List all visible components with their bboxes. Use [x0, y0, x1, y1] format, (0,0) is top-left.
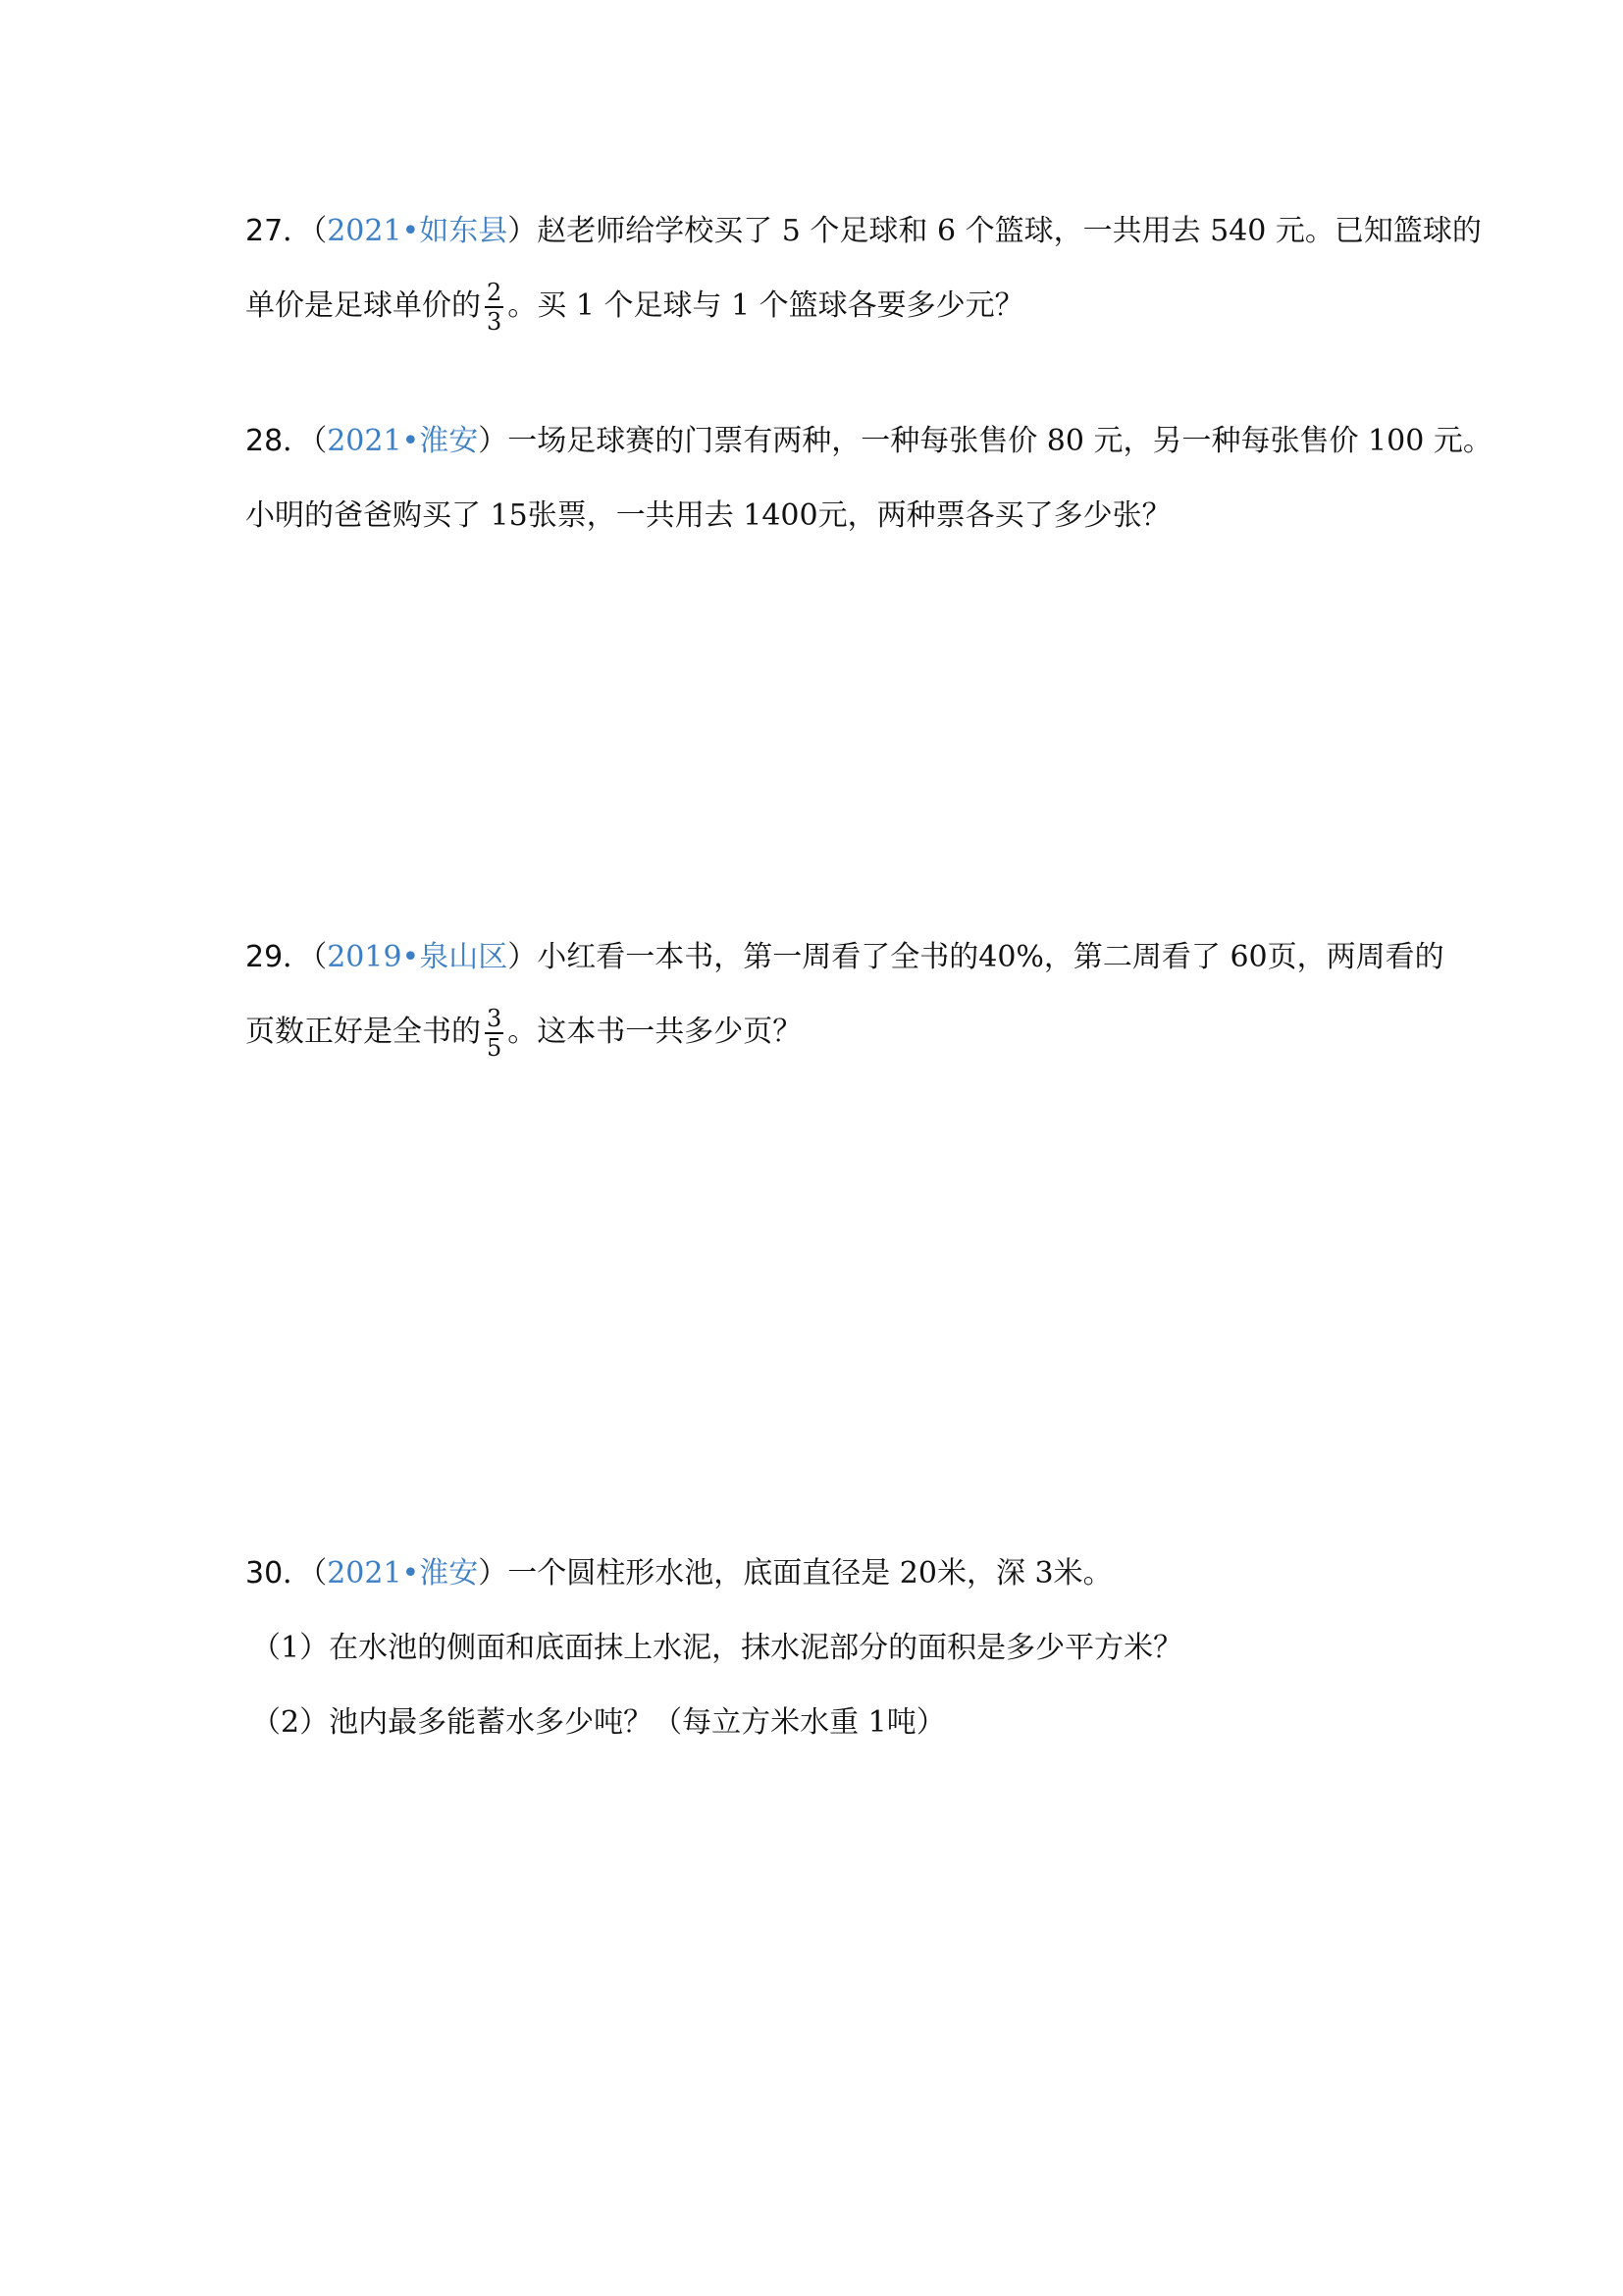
source-year: 2019	[327, 940, 402, 974]
question-number: 27．	[245, 214, 313, 248]
source-separator: •	[401, 940, 420, 974]
question-30-line-1	[245, 1537, 1403, 1611]
source-separator: •	[401, 214, 420, 248]
question-number: 28．	[245, 424, 313, 458]
source-place: 淮安	[419, 424, 479, 458]
fraction-numerator: 2	[487, 279, 502, 306]
source-year: 2021	[327, 424, 402, 458]
question-number: 29．	[245, 940, 313, 974]
fraction-numerator: 3	[487, 1005, 502, 1032]
source-place: 泉山区	[419, 940, 508, 974]
fraction	[485, 1005, 503, 1062]
source-place: 淮安	[419, 1556, 479, 1591]
source-year: 2021	[327, 1556, 402, 1591]
question-27	[245, 194, 1482, 343]
question-28	[245, 404, 1492, 553]
question-text: 。这本书一共多少页？	[507, 1015, 803, 1049]
source-tag: （2019•泉山区）	[312, 940, 538, 974]
fraction-denominator: 5	[487, 1034, 502, 1062]
question-text: 单价是足球单价的	[245, 288, 481, 323]
fraction	[485, 279, 503, 336]
source-tag: （2021•如东县）	[312, 214, 538, 248]
source-tag: （2021•淮安）	[312, 424, 508, 458]
question-text: 一个圆柱形水池，底面直径是 20米，深 3米。	[507, 1556, 1113, 1591]
question-28-line-1	[245, 404, 1492, 479]
question-text: 小红看一本书，第一周看了全书的40%，第二周看了 60页，两周看的	[537, 940, 1444, 974]
fraction-denominator: 3	[487, 308, 502, 336]
question-29-line-1	[245, 920, 1444, 995]
question-number: 30．	[245, 1556, 313, 1591]
source-year: 2021	[327, 214, 402, 248]
question-text: 赵老师给学校买了 5 个足球和 6 个篮球，一共用去 540 元。已知篮球的	[537, 214, 1482, 248]
question-29	[245, 920, 1444, 1070]
question-text: 一场足球赛的门票有两种，一种每张售价 80 元，另一种每张售价 100 元。	[507, 424, 1492, 458]
question-text: 。买 1 个足球与 1 个篮球各要多少元？	[507, 288, 1024, 323]
question-text: 页数正好是全书的	[245, 1015, 481, 1049]
sub-question-2: （2）池内最多能蓄水多少吨？（每立方米水重 1吨）	[251, 1705, 946, 1740]
question-27-line-2	[245, 269, 1403, 343]
source-separator: •	[401, 1556, 420, 1591]
source-place: 如东县	[419, 214, 508, 248]
sub-question-1: （1）在水池的侧面和底面抹上水泥，抹水泥部分的面积是多少平方米？	[251, 1631, 1183, 1665]
source-separator: •	[401, 424, 420, 458]
question-28-line-2: 小明的爸爸购买了 15张票，一共用去 1400元，两种票各买了多少张？	[245, 498, 1172, 533]
source-tag: （2021•淮安）	[312, 1556, 508, 1591]
question-27-line-1	[245, 194, 1482, 269]
question-30	[245, 1537, 1403, 1760]
question-29-line-2	[245, 995, 1403, 1070]
